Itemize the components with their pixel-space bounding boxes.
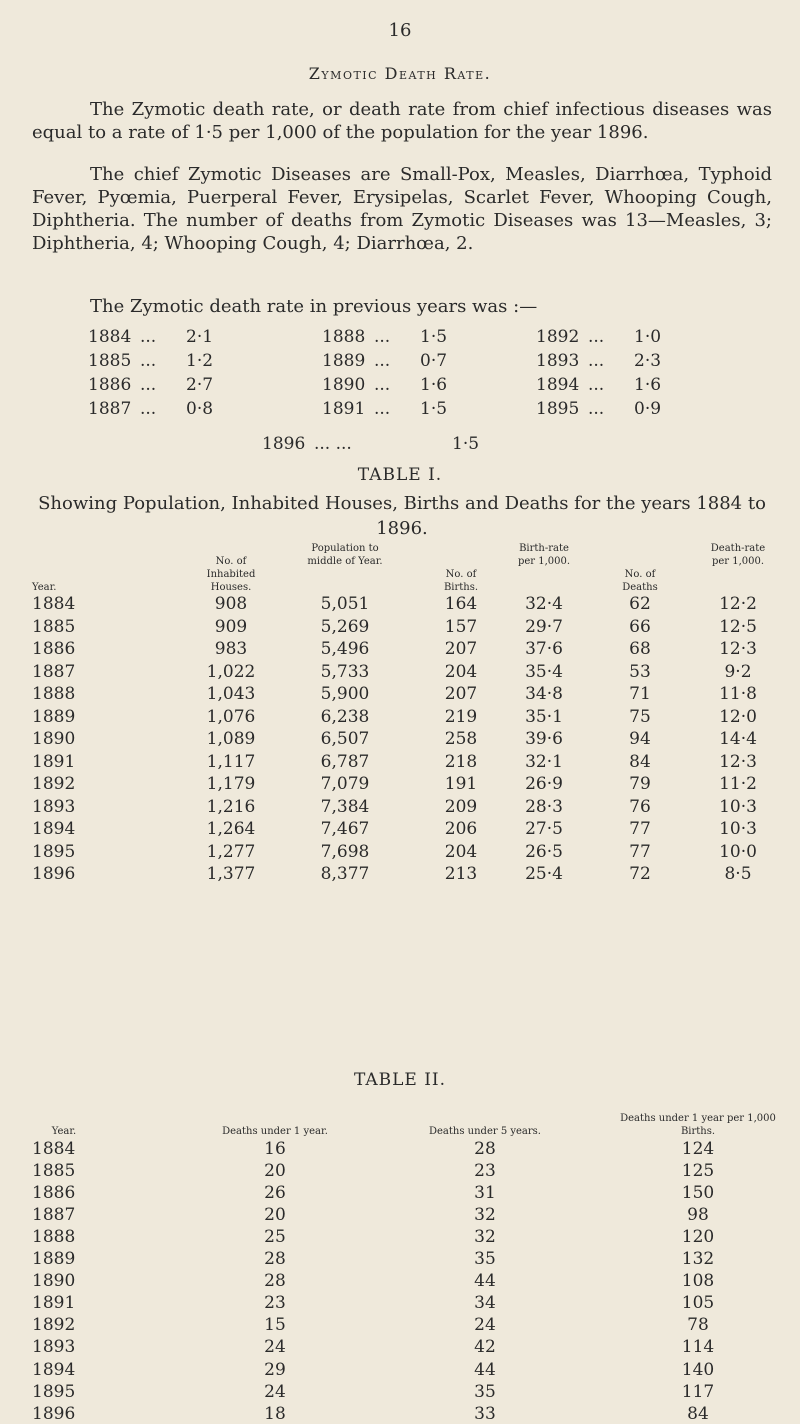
previous-year-entry (322, 327, 447, 347)
leader-dots: ... (588, 327, 605, 347)
t1-value-cell: 75 (629, 706, 651, 727)
previous-year: 1889 (322, 351, 366, 371)
t2-header-deaths-under-1: Deaths under 1 year. (222, 1126, 328, 1137)
table2-title: TABLE II. (353, 1070, 447, 1090)
t2-value-cell: 20 (264, 1205, 286, 1226)
t2-year-cell: 1893 (32, 1337, 76, 1358)
previous-year: 1884 (88, 327, 132, 347)
previous-year-entry (536, 351, 661, 371)
leader-dots: ... (588, 399, 605, 419)
leader-dots: ... (374, 375, 391, 395)
t2-value-cell: 84 (687, 1403, 709, 1424)
t1-value-cell: 26·9 (525, 774, 563, 794)
previous-years-intro: The Zymotic death rate in previous years was :— (90, 296, 538, 317)
t2-value-cell: 114 (681, 1337, 715, 1358)
previous-year: 1894 (536, 375, 580, 395)
t1-value-cell: 76 (629, 796, 651, 817)
previous-year-rate: 0·8 (186, 399, 214, 419)
t1-year-cell: 1891 (32, 751, 76, 772)
t2-value-cell: 32 (474, 1205, 496, 1226)
previous-year: 1896 (262, 434, 306, 454)
previous-year: 1895 (536, 399, 580, 419)
t1-value-cell: 72 (629, 864, 651, 884)
t2-value-cell: 120 (681, 1227, 715, 1248)
t1-value-cell: 77 (629, 841, 651, 862)
previous-year-rate: 0·7 (420, 351, 448, 371)
t1-value-cell: 32·1 (525, 751, 563, 772)
t2-value-cell: 35 (474, 1381, 496, 1402)
previous-year-rate: 1·0 (634, 327, 662, 347)
t1-year-cell: 1885 (32, 616, 76, 637)
t2-value-cell: 150 (681, 1183, 715, 1204)
t2-value-cell: 117 (681, 1381, 715, 1402)
paragraph-zymotic-diseases: The chief Zymotic Diseases are Small-Pox, Measles, Diarrhœa, Typhoid Fever, Pyœmia, Puerperal Fever, Erysipelas, Scarlet Fever, Whooping Cough, Diphtheria. The number of deaths from Zymotic Diseases was 13—Measles, 3; Diphtheria, 4; Whooping Cough, 4; Diarrhœa, 2. (32, 164, 772, 254)
t2-value-cell: 28 (474, 1139, 496, 1159)
t1-value-cell: 27·5 (525, 819, 563, 839)
t1-value-cell: 983 (214, 639, 248, 659)
t1-value-cell: 66 (629, 616, 651, 637)
previous-year-rate: 2·7 (186, 375, 214, 395)
t1-value-cell: 12·5 (719, 616, 757, 637)
t1-value-cell: 62 (629, 594, 651, 614)
t1-value-cell: 204 (444, 841, 478, 862)
t1-value-cell: 219 (444, 706, 478, 727)
t2-year-cell: 1890 (32, 1271, 76, 1292)
t2-year-cell: 1895 (32, 1381, 76, 1402)
t2-header-infant-rate: Deaths under 1 year per 1,000 Births. (620, 1113, 776, 1137)
t1-value-cell: 6,238 (320, 706, 370, 727)
previous-year-rate: 1·6 (420, 375, 448, 395)
leader-dots: ... (588, 351, 605, 371)
t2-value-cell: 25 (264, 1227, 286, 1248)
t2-value-cell: 78 (687, 1315, 709, 1336)
t2-value-cell: 29 (264, 1359, 286, 1380)
t1-year-cell: 1890 (32, 729, 76, 749)
t2-value-cell: 44 (474, 1359, 496, 1380)
t2-year-cell: 1892 (32, 1315, 76, 1336)
t1-year-cell: 1886 (32, 639, 76, 659)
t1-value-cell: 37·6 (525, 639, 563, 659)
t1-value-cell: 1,089 (206, 729, 256, 749)
leader-dots: ... (374, 399, 391, 419)
previous-year: 1888 (322, 327, 366, 347)
t1-value-cell: 34·8 (525, 684, 563, 704)
t1-header-birth-rate: Birth-rate per 1,000. (517, 543, 571, 567)
t2-year-cell: 1886 (32, 1183, 76, 1204)
t2-year-cell: 1887 (32, 1205, 76, 1226)
t2-value-cell: 98 (687, 1205, 709, 1226)
t1-value-cell: 84 (629, 751, 651, 772)
t2-value-cell: 105 (681, 1293, 715, 1314)
t2-value-cell: 35 (474, 1249, 496, 1270)
t1-value-cell: 10·0 (719, 841, 757, 862)
t1-value-cell: 25·4 (525, 864, 563, 884)
t1-value-cell: 8·5 (724, 864, 752, 884)
t1-value-cell: 12·3 (719, 751, 757, 772)
previous-year-rate: 1·5 (420, 327, 448, 347)
t1-value-cell: 94 (629, 729, 651, 749)
t2-value-cell: 32 (474, 1227, 496, 1248)
t2-value-cell: 31 (474, 1183, 496, 1204)
t1-value-cell: 213 (444, 864, 478, 884)
t1-value-cell: 12·0 (719, 706, 757, 727)
t1-value-cell: 191 (444, 774, 478, 794)
t2-value-cell: 26 (264, 1183, 286, 1204)
t1-value-cell: 5,051 (320, 594, 370, 614)
t1-value-cell: 1,022 (206, 661, 256, 682)
t1-year-cell: 1889 (32, 706, 76, 727)
t1-value-cell: 1,043 (206, 684, 256, 704)
t1-value-cell: 35·4 (525, 661, 563, 682)
t1-value-cell: 79 (629, 774, 651, 794)
previous-year-entry (262, 434, 479, 454)
previous-year-entry (88, 375, 213, 395)
t2-value-cell: 24 (264, 1381, 286, 1402)
t1-value-cell: 207 (444, 639, 478, 659)
t1-value-cell: 209 (444, 796, 478, 817)
t1-value-cell: 11·2 (719, 774, 757, 794)
t1-header-inhabited-houses: No. of Inhabited Houses. (206, 556, 256, 593)
t1-year-cell: 1892 (32, 774, 76, 794)
leader-dots: ... (140, 351, 157, 371)
t1-value-cell: 35·1 (525, 706, 563, 727)
previous-year-entry (322, 351, 447, 371)
t1-value-cell: 14·4 (719, 729, 757, 749)
previous-year-entry (88, 351, 213, 371)
t1-value-cell: 164 (444, 594, 478, 614)
t2-year-cell: 1889 (32, 1249, 76, 1270)
t1-value-cell: 39·6 (525, 729, 563, 749)
t1-value-cell: 6,507 (320, 729, 370, 749)
previous-year: 1892 (536, 327, 580, 347)
t2-value-cell: 34 (474, 1293, 496, 1314)
previous-year-entry (536, 375, 661, 395)
t1-value-cell: 5,900 (320, 684, 370, 704)
t1-value-cell: 7,079 (320, 774, 370, 794)
t2-year-cell: 1896 (32, 1403, 76, 1424)
t2-value-cell: 33 (474, 1403, 496, 1424)
leader-dots: ... (140, 399, 157, 419)
t1-value-cell: 71 (629, 684, 651, 704)
t2-year-cell: 1891 (32, 1293, 76, 1314)
previous-year-entry (536, 327, 661, 347)
t1-value-cell: 28·3 (525, 796, 563, 817)
t2-value-cell: 28 (264, 1271, 286, 1292)
t2-value-cell: 20 (264, 1161, 286, 1182)
t1-header-death-rate: Death-rate per 1,000. (710, 543, 766, 567)
table1-title: TABLE I. (357, 465, 443, 485)
previous-year-rate: 1·6 (634, 375, 662, 395)
t1-value-cell: 12·2 (719, 594, 757, 614)
t1-value-cell: 204 (444, 661, 478, 682)
t1-value-cell: 1,264 (206, 819, 256, 839)
t1-value-cell: 908 (214, 594, 248, 614)
previous-year-rate: 2·1 (186, 327, 214, 347)
leader-dots: ... ... (314, 434, 352, 454)
t1-header-year: Year. (32, 582, 57, 593)
t1-year-cell: 1895 (32, 841, 76, 862)
t2-value-cell: 28 (264, 1249, 286, 1270)
t1-value-cell: 258 (444, 729, 478, 749)
t2-year-cell: 1888 (32, 1227, 76, 1248)
t1-value-cell: 1,076 (206, 706, 256, 727)
leader-dots: ... (140, 375, 157, 395)
t2-year-cell: 1884 (32, 1139, 76, 1159)
t1-value-cell: 10·3 (719, 796, 757, 817)
t1-value-cell: 6,787 (320, 751, 370, 772)
previous-year-entry (322, 375, 447, 395)
previous-year-entry (536, 399, 661, 419)
t2-value-cell: 108 (681, 1271, 715, 1292)
t1-value-cell: 68 (629, 639, 651, 659)
leader-dots: ... (140, 327, 157, 347)
previous-year: 1886 (88, 375, 132, 395)
previous-year-entry (322, 399, 447, 419)
t2-year-cell: 1894 (32, 1359, 76, 1380)
t1-year-cell: 1888 (32, 684, 76, 704)
t2-value-cell: 140 (681, 1359, 715, 1380)
previous-year-entry (88, 399, 213, 419)
leader-dots: ... (374, 351, 391, 371)
t2-value-cell: 23 (474, 1161, 496, 1182)
previous-year-rate: 1·5 (420, 399, 448, 419)
previous-year: 1885 (88, 351, 132, 371)
t2-value-cell: 16 (264, 1139, 286, 1159)
previous-year: 1890 (322, 375, 366, 395)
previous-year-entry (88, 327, 213, 347)
page-number: 16 (388, 20, 412, 41)
previous-year-rate: 2·3 (634, 351, 662, 371)
t2-value-cell: 42 (474, 1337, 496, 1358)
previous-year: 1887 (88, 399, 132, 419)
t1-value-cell: 10·3 (719, 819, 757, 839)
t2-year-cell: 1885 (32, 1161, 76, 1182)
t1-header-population: Population to middle of Year. (307, 543, 383, 567)
previous-year: 1891 (322, 399, 366, 419)
t1-value-cell: 909 (214, 616, 248, 637)
t1-header-births: No. of Births. (443, 569, 479, 593)
t2-value-cell: 44 (474, 1271, 496, 1292)
t1-year-cell: 1887 (32, 661, 76, 682)
t1-value-cell: 7,698 (320, 841, 370, 862)
t1-value-cell: 77 (629, 819, 651, 839)
t1-value-cell: 7,384 (320, 796, 370, 817)
t1-year-cell: 1894 (32, 819, 76, 839)
previous-year-rate: 0·9 (634, 399, 662, 419)
t1-value-cell: 32·4 (525, 594, 563, 614)
leader-dots: ... (374, 327, 391, 347)
t2-value-cell: 24 (474, 1315, 496, 1336)
t2-value-cell: 18 (264, 1403, 286, 1424)
t1-value-cell: 5,496 (320, 639, 370, 659)
section-title: Zymotic Death Rate. (308, 64, 492, 83)
t1-value-cell: 1,216 (206, 796, 256, 817)
t1-year-cell: 1893 (32, 796, 76, 817)
t1-value-cell: 218 (444, 751, 478, 772)
t1-value-cell: 5,269 (320, 616, 370, 637)
t2-value-cell: 132 (681, 1249, 715, 1270)
t2-value-cell: 15 (264, 1315, 286, 1336)
t1-value-cell: 12·3 (719, 639, 757, 659)
t1-value-cell: 26·5 (525, 841, 563, 862)
t1-value-cell: 206 (444, 819, 478, 839)
t1-value-cell: 1,117 (206, 751, 256, 772)
t2-header-year: Year. (51, 1126, 77, 1137)
t1-year-cell: 1896 (32, 864, 76, 884)
t2-header-deaths-under-5: Deaths under 5 years. (429, 1126, 541, 1137)
t1-value-cell: 207 (444, 684, 478, 704)
t2-value-cell: 124 (681, 1139, 715, 1159)
t1-value-cell: 1,377 (206, 864, 256, 884)
t1-value-cell: 29·7 (525, 616, 563, 637)
t1-year-cell: 1884 (32, 594, 76, 614)
previous-year-rate: 1·5 (452, 434, 480, 454)
table1-caption: Showing Population, Inhabited Houses, Births and Deaths for the years 1884 to 1896. (38, 493, 766, 539)
t2-value-cell: 125 (681, 1161, 715, 1182)
t2-value-cell: 24 (264, 1337, 286, 1358)
t2-value-cell: 23 (264, 1293, 286, 1314)
previous-year-rate: 1·2 (186, 351, 214, 371)
t1-value-cell: 9·2 (724, 661, 752, 682)
paragraph-zymotic-rate: The Zymotic death rate, or death rate from chief infectious diseases was equal to a rate of 1·5 per 1,000 of the population for the year 1896. (32, 99, 772, 143)
t1-value-cell: 5,733 (320, 661, 370, 682)
t1-value-cell: 11·8 (719, 684, 757, 704)
leader-dots: ... (588, 375, 605, 395)
t1-value-cell: 1,277 (206, 841, 256, 862)
t1-value-cell: 157 (444, 616, 478, 637)
t1-header-deaths: No. of Deaths (622, 569, 658, 593)
t1-value-cell: 53 (629, 661, 651, 682)
previous-year: 1893 (536, 351, 580, 371)
t1-value-cell: 7,467 (320, 819, 370, 839)
t1-value-cell: 1,179 (206, 774, 256, 794)
t1-value-cell: 8,377 (320, 864, 370, 884)
